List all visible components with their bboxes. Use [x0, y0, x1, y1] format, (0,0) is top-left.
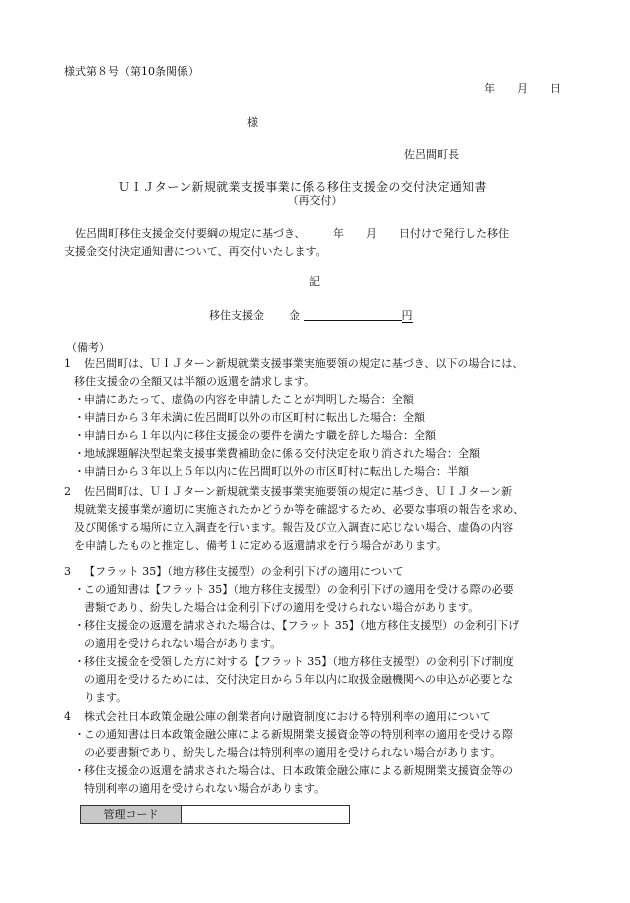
- note-1: [64, 355, 523, 481]
- note-bullet: ・ 移住支援金の返還を請求された場合は、【フラット 35】（地方移住支援型）の金利引下げ の適用を受けられない場合があります。: [74, 619, 520, 650]
- note-2: [64, 483, 524, 555]
- note-number: 2: [64, 485, 71, 498]
- intro-paragraph: [64, 225, 509, 261]
- notes-title: （備考）: [66, 341, 110, 354]
- note-text: 佐呂間町は、ＵＩＪターン新規就業支援事業実施要領の規定に基づき、以下の場合には、: [84, 357, 524, 370]
- form-number: 様式第８号（第10条関係）: [64, 65, 199, 78]
- note-bullet: ・ 申請日から３年以上５年以内に佐呂間町以外の市区町村に転出した場合：半額: [74, 465, 469, 478]
- amount-label: 移住支援金: [209, 309, 264, 322]
- note-bullet: ・ 移住支援金を受領した方に対する【フラット 35】（地方移住支援型）の金利引下げ制度 の適用を受けるためには、交付決定日から５年以内に取扱金融機関への申込が必要とな ります。: [74, 655, 514, 704]
- management-code-field[interactable]: [182, 806, 349, 823]
- note-text: 佐呂間町は、ＵＩＪターン新規就業支援事業実施要領の規定に基づき、ＵＩＪターン新: [84, 485, 513, 498]
- document-title: ＵＩＪターン新規就業支援事業に係る移住支援金の交付決定通知書: [118, 180, 487, 194]
- note-text: を申請したものと推定し、備考１に定める返還請求を行う場合があります。: [74, 539, 448, 552]
- note-number: 4: [64, 710, 71, 723]
- note-bullet: ・ この通知書は日本政策金融公庫による新規開業支援資金等の特別利率の適用を受ける際 の必要書類であり、紛失した場合は特別利率の適用を受けられない場合があります。: [74, 728, 513, 759]
- amount-value-line: [304, 306, 402, 321]
- note-bullet: ・ 申請日から３年未満に佐呂間町以外の市区町村に転出した場合：全額: [74, 411, 425, 424]
- amount-unit: 円: [401, 309, 413, 322]
- addressee: 様: [247, 116, 258, 129]
- amount-row: [209, 306, 413, 325]
- note-heading: 株式会社日本政策金融公庫の創業者向け融資制度における特別利率の適用について: [84, 710, 491, 723]
- note-bullet: ・ この通知書は【フラット 35】（地方移住支援型）の金利引下げの適用を受ける際の必要 書類であり、紛失した場合は金利引下げの適用を受けられない場合があります。: [74, 583, 514, 614]
- note-3: [64, 563, 519, 707]
- note-bullet: ・ 申請日から１年以内に移住支援金の要件を満たす職を辞した場合：全額: [74, 429, 436, 442]
- document-subtitle: （再交付）: [287, 194, 343, 207]
- note-number: 3: [64, 565, 71, 578]
- issuer: 佐呂間町長: [404, 148, 459, 161]
- record-label: 記: [309, 275, 320, 288]
- note-number: 1: [64, 357, 71, 370]
- intro-line: 支援金交付決定通知書について、再交付いたします。: [64, 245, 327, 258]
- issue-date: 年 月 日: [484, 82, 561, 95]
- management-code-label: 管理コード: [81, 806, 182, 823]
- note-bullet: ・ 申請にあたって、虚偽の内容を申請したことが判明した場合：全額: [74, 393, 414, 406]
- note-text: 規就業支援事業が適切に実施されたかどうか等を確認するため、必要な事項の報告を求め、: [74, 503, 525, 516]
- note-text: 移住支援金の全額又は半額の返還を請求します。: [74, 375, 316, 388]
- note-bullet: ・ 地域課題解決型起業支援事業費補助金に係る交付決定を取り消された場合：全額: [74, 447, 480, 460]
- note-text: 及び関係する場所に立入調査を行います。報告及び立入調査に応じない場合、虚偽の内容: [74, 521, 514, 534]
- note-4: [64, 708, 513, 798]
- intro-line: 佐呂間町移住支援金交付要綱の規定に基づき、 年 月 日付けで発行した移住: [75, 227, 510, 240]
- management-code-box: [80, 805, 350, 824]
- note-bullet: ・ 移住支援金の返還を請求された場合は、日本政策金融公庫による新規開業支援資金等の 特別利率の適用を受けられない場合があります。: [74, 764, 513, 795]
- amount-prefix: 金: [289, 309, 300, 322]
- note-heading: 【フラット 35】（地方移住支援型）の金利引下げの適用について: [84, 565, 404, 578]
